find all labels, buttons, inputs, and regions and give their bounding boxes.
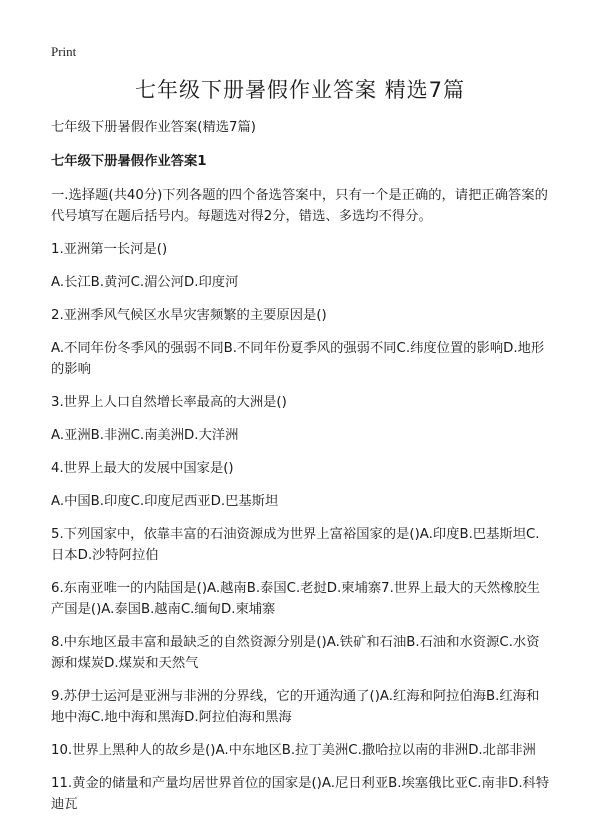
question-1-options: A.长江B.黄河C.湄公河D.印度河 [51, 275, 239, 290]
section-heading: 七年级下册暑假作业答案1 [51, 154, 207, 169]
question-4: 4.世界上最大的发展中国家是() [51, 461, 234, 476]
question-2: 2.亚洲季风气候区水旱灾害频繁的主要原因是() [51, 308, 327, 323]
question-3-options: A.亚洲B.非洲C.南美洲D.大洋洲 [51, 428, 239, 443]
question-8: 8.中东地区最丰富和最缺乏的自然资源分别是()A.铁矿和石油B.石油和水资源C.水资源和煤炭D.煤炭和天然气 [51, 635, 540, 671]
question-2-options: A.不同年份冬季风的强弱不同B.不同年份夏季风的强弱不同C.纬度位置的影响D.地形的影响 [51, 341, 545, 377]
document-subtitle: 七年级下册暑假作业答案(精选7篇) [51, 120, 256, 135]
document-body [51, 117, 551, 827]
question-10: 10.世界上黑种人的故乡是()A.中东地区B.拉丁美洲C.撒哈拉以南的非洲D.北部非洲 [51, 743, 536, 758]
question-3: 3.世界上人口自然增长率最高的大洲是() [51, 395, 287, 410]
question-4-options: A.中国B.印度C.印度尼西亚D.巴基斯坦 [51, 494, 279, 509]
paragraph-instructions: 一.选择题(共40分)下列各题的四个备选答案中，只有一个是正确的，请把正确答案的代号填写在题后括号内。每题选对得2分，错选、多选均不得分。 [51, 188, 548, 224]
question-1: 1.亚洲第一长河是() [51, 242, 168, 257]
print-link[interactable]: Print [51, 44, 77, 59]
question-9: 9.苏伊士运河是亚洲与非洲的分界线，它的开通沟通了()A.红海和阿拉伯海B.红海和地中海C.地中海和黑海D.阿拉伯海和黑海 [51, 689, 540, 725]
question-11: 11.黄金的储量和产量均居世界首位的国家是()A.尼日利亚B.埃塞俄比亚C.南非D.科特迪瓦 [51, 776, 550, 812]
page-title: 七年级下册暑假作业答案 精选7篇 [134, 78, 466, 102]
question-5: 5.下列国家中，依靠丰富的石油资源成为世界上富裕国家的是()A.印度B.巴基斯坦C.日本D.沙特阿拉伯 [51, 527, 540, 563]
question-6-7: 6.东南亚唯一的内陆国是()A.越南B.泰国C.老挝D.柬埔寨7.世界上最大的天然橡胶生产国是()A.泰国B.越南C.缅甸D.柬埔寨 [51, 581, 541, 617]
